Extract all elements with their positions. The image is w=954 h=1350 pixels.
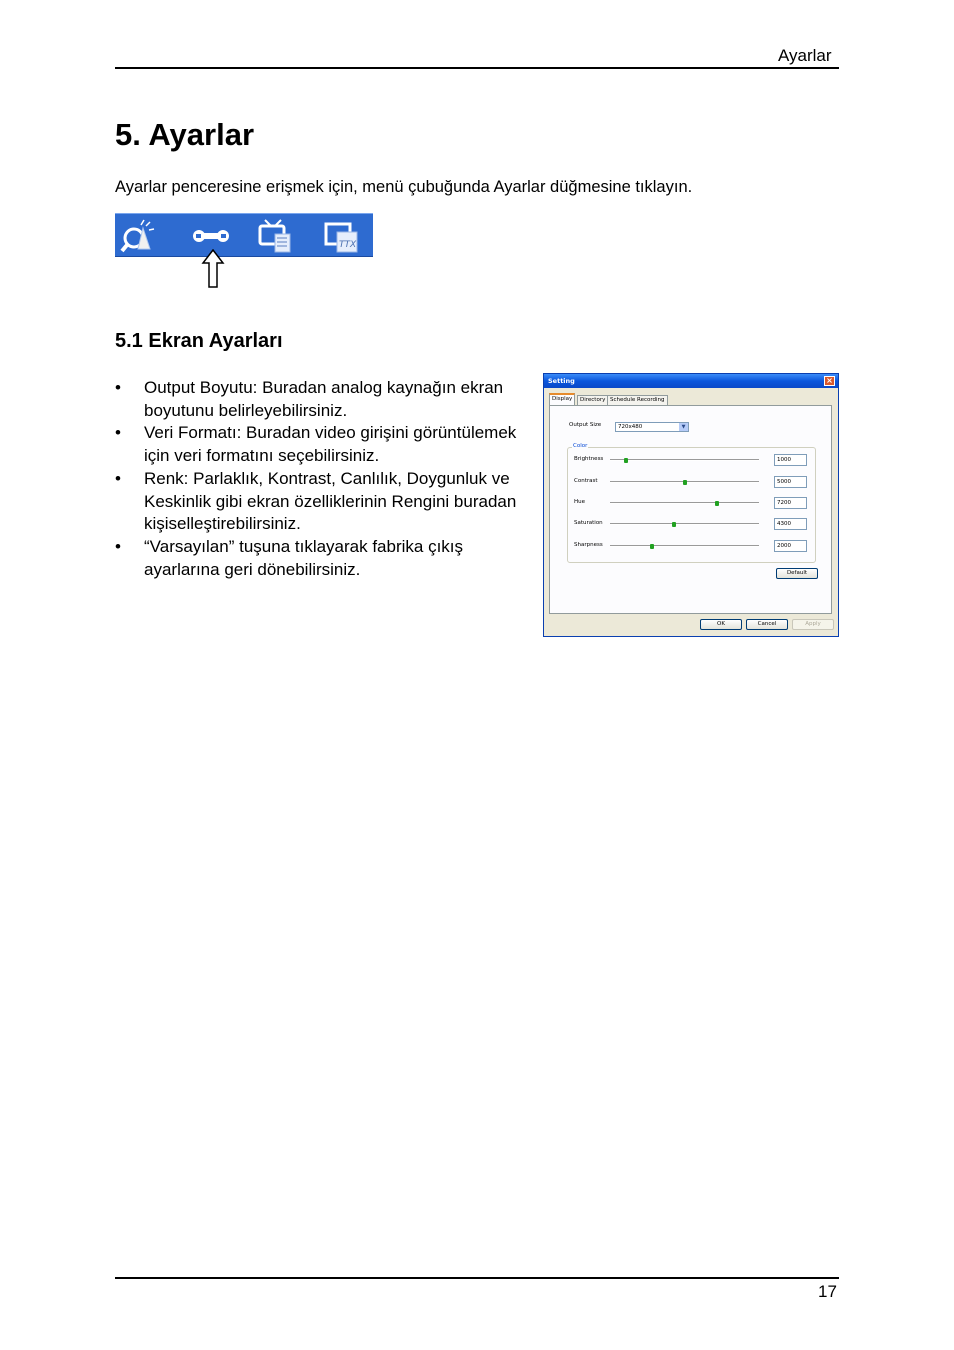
list-item-text: Renk: Parlaklık, Kontrast, Canlılık, Doygunluk ve Keskinlik gibi ekran özelliklerinin Rengini buradan kişiselleştirebilirsiniz. — [144, 468, 517, 534]
slider-value-field[interactable] — [774, 497, 807, 509]
running-header: Ayarlar — [778, 46, 832, 65]
list-item: • “Varsayılan” tuşuna tıklayarak fabrika çıkış ayarlarına geri dönebilirsiniz. — [115, 536, 464, 579]
footer-rule — [115, 1277, 839, 1279]
slider-value-field[interactable] — [774, 454, 807, 466]
subsection-title: 5.1 Ekran Ayarları — [115, 330, 283, 352]
apply-button[interactable]: Apply — [792, 619, 834, 630]
slider-value: 4300 — [777, 521, 791, 527]
tab-display[interactable]: Display — [549, 393, 575, 406]
tab-schedule-recording[interactable]: Schedule Recording — [607, 395, 668, 405]
page-title: 5. Ayarlar — [115, 117, 255, 152]
list-item-text: Output Boyutu: Buradan analog kaynağın ekran boyutunu belirleyebilirsiniz. — [144, 378, 504, 420]
slider-value: 5000 — [777, 479, 791, 485]
slider-label: Saturation — [574, 520, 603, 526]
list-item: • Output Boyutu: Buradan analog kaynağın ekran boyutunu belirleyebilirsiniz. — [115, 378, 504, 420]
dialog-titlebar — [544, 374, 838, 388]
close-icon[interactable]: × — [824, 376, 835, 386]
slider-value: 1000 — [777, 457, 791, 463]
teletext-icon[interactable] — [321, 216, 361, 254]
slider-label: Contrast — [574, 478, 598, 484]
slider-value-field[interactable] — [774, 518, 807, 530]
svg-text:TTX: TTX — [339, 240, 357, 250]
slider-thumb[interactable] — [650, 544, 654, 549]
list-item: • Renk: Parlaklık, Kontrast, Canlılık, Doygunluk ve Keskinlik gibi ekran özelliklerinin Rengini buradan kişiselleştirebilirsiniz. — [115, 468, 517, 534]
cancel-button[interactable]: Cancel — [746, 619, 788, 630]
setting-dialog — [543, 373, 839, 637]
output-size-label: Output Size — [569, 422, 602, 428]
list-item-text: Veri Formatı: Buradan video girişini görüntülemek için veri formatını seçebilirsiniz. — [144, 423, 517, 466]
tv-schedule-icon[interactable] — [255, 216, 295, 254]
slider-thumb[interactable] — [672, 522, 676, 527]
list-item: • Veri Formatı: Buradan video girişini görüntülemek için veri formatını seçebilirsiniz. — [115, 423, 517, 466]
slider-track[interactable] — [610, 523, 759, 525]
bullet-list — [115, 377, 535, 581]
header-rule — [115, 67, 839, 69]
slider-value: 2000 — [777, 543, 791, 549]
output-size-select[interactable] — [615, 422, 689, 432]
tab-directory[interactable]: Directory — [577, 395, 608, 405]
slider-thumb[interactable] — [683, 480, 687, 485]
slider-value-field[interactable] — [774, 476, 807, 488]
slider-value-field[interactable] — [774, 540, 807, 552]
up-arrow-icon — [201, 249, 225, 289]
page-number: 17 — [818, 1282, 837, 1301]
ok-button[interactable]: OK — [700, 619, 742, 630]
color-group-label: Color — [573, 443, 588, 449]
search-signal-icon[interactable] — [119, 216, 159, 254]
slider-label: Hue — [574, 499, 586, 505]
default-button[interactable]: Default — [776, 568, 818, 579]
intro-text: Ayarlar penceresine erişmek için, menü çubuğunda Ayarlar düğmesine tıklayın. — [115, 178, 693, 196]
output-size-value: 720x480 — [618, 424, 643, 430]
slider-thumb[interactable] — [715, 501, 719, 506]
slider-track[interactable] — [610, 459, 759, 461]
dialog-title: Setting — [548, 377, 575, 385]
slider-thumb[interactable] — [624, 458, 628, 463]
slider-label: Brightness — [574, 456, 604, 462]
list-item-text: “Varsayılan” tuşuna tıklayarak fabrika çıkış ayarlarına geri dönebilirsiniz. — [144, 536, 464, 579]
slider-value: 7200 — [777, 500, 791, 506]
chevron-down-icon[interactable]: ▼ — [679, 423, 688, 431]
slider-track[interactable] — [610, 502, 759, 504]
slider-label: Sharpness — [574, 542, 603, 548]
slider-track[interactable] — [610, 545, 759, 547]
menu-toolbar — [115, 213, 373, 257]
